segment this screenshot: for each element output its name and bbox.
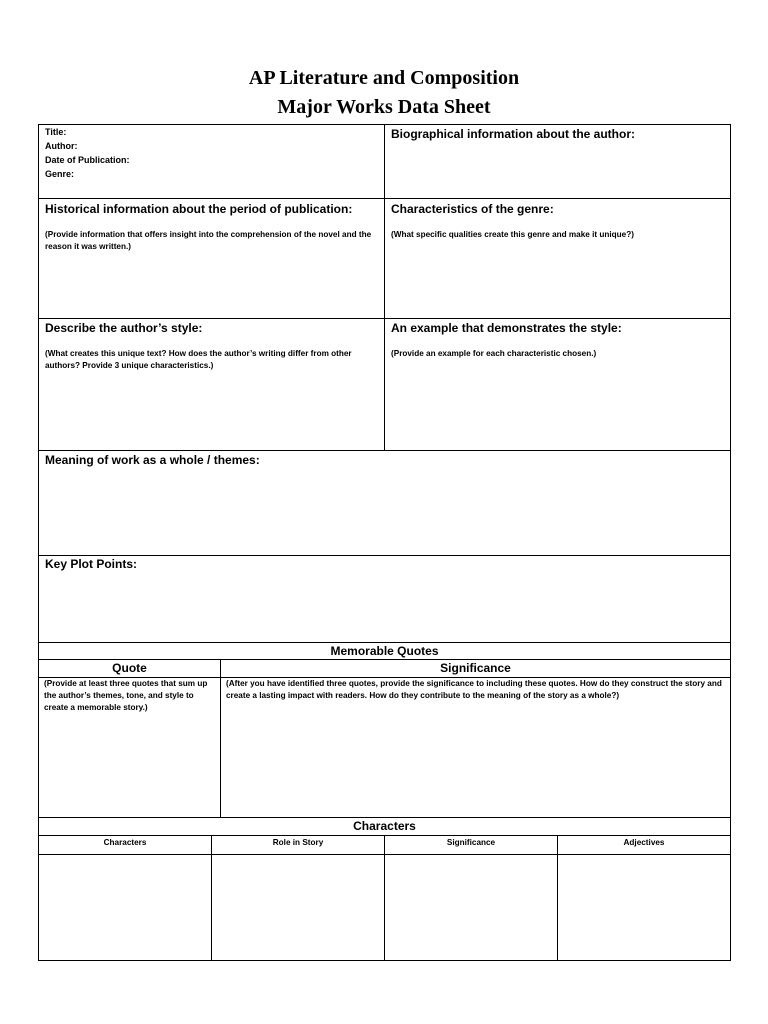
significance-prompt: (After you have identified three quotes, provide the significance to including these quotes. How do they construct the story and create a lasting impact with readers. How do they contribute to the meaning of the story as a whole?): [226, 679, 722, 700]
title-field[interactable]: Title:: [45, 127, 67, 137]
significance-column-header: Significance: [440, 661, 511, 675]
quotes-heading: Memorable Quotes: [330, 644, 439, 658]
example-heading: An example that demonstrates the style:: [391, 321, 622, 335]
page-title-line1: AP Literature and Composition: [248, 67, 520, 89]
style-prompt: (What creates this unique text? How does the author’s writing differ from other authors? Provide 3 unique characteristics.): [45, 349, 352, 370]
characters-heading: Characters: [353, 819, 416, 833]
adjectives-column-header: Adjectives: [623, 838, 665, 847]
bio-heading: Biographical information about the author:: [391, 127, 635, 141]
page-title-line2: Major Works Data Sheet: [277, 96, 491, 118]
plot-heading: Key Plot Points:: [45, 557, 138, 571]
quote-prompt: (Provide at least three quotes that sum up the author’s themes, tone, and style to create a memorable story.): [44, 679, 208, 712]
historical-prompt: (Provide information that offers insight into the comprehension of the novel and the reason it was written.): [45, 230, 372, 251]
characters-column-header: Characters: [103, 838, 147, 847]
quote-column-header: Quote: [112, 661, 147, 675]
genre-chars-prompt: (What specific qualities create this genre and make it unique?): [391, 230, 634, 239]
author-field[interactable]: Author:: [45, 141, 78, 151]
date-field[interactable]: Date of Publication:: [45, 155, 130, 165]
style-heading: Describe the author’s style:: [45, 321, 203, 335]
role-column-header: Role in Story: [272, 838, 324, 847]
genre-chars-heading: Characteristics of the genre:: [391, 202, 554, 216]
example-prompt: (Provide an example for each characteristic chosen.): [391, 349, 597, 358]
work-info-block: [45, 125, 130, 181]
meaning-heading: Meaning of work as a whole / themes:: [45, 453, 260, 467]
historical-heading: Historical information about the period of publication:: [45, 202, 353, 216]
character-significance-column-header: Significance: [446, 838, 496, 847]
genre-field[interactable]: Genre:: [45, 169, 75, 179]
